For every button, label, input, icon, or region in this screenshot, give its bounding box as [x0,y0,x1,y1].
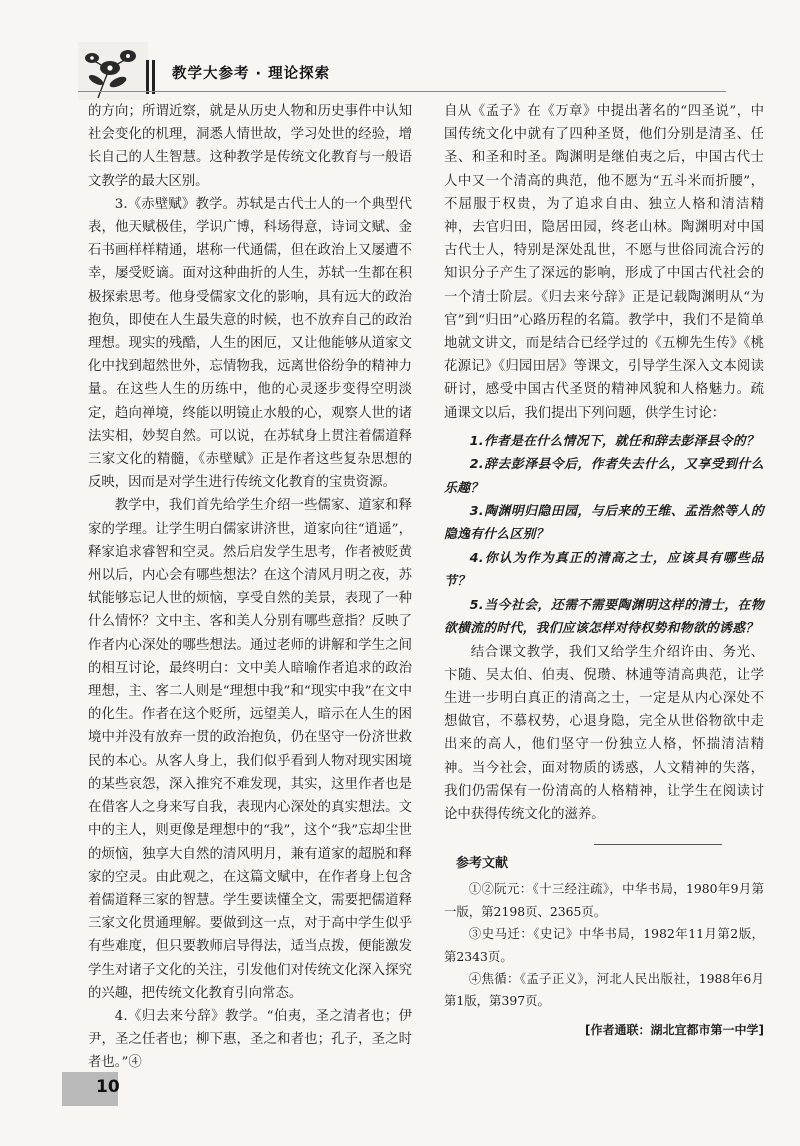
reference-item: ①②阮元：《十三经注疏》，中华书局，1980年9月第一版，第2198页、2365页。 [444,881,764,919]
section-header-title: 教学大参考 · 理论探索 [172,66,331,82]
paragraph-chibifu-teaching: 教学中，我们首先给学生介绍一些儒家、道家和释家的学理。让学生明白儒家讲济世，道家向往“逍遥”，释家追求睿智和空灵。然后启发学生思考，作者被贬黄州以后，内心会有哪些想法？在这个清风月明之夜，苏轼能够忘记人世的烦恼，享受自然的美景，表现了一种什么情怀？文中主、客和美人分别有哪些意指？反映了作者内心深处的哪些想法。通过老师的讲解和学生之间的相互讨论，最终明白：文中美人暗喻作者追求的政治理想，主、客二人则是“理想中我”和“现实中我”在文中的化生。作者在这个贬所，远望美人，暗示在人生的困境中并没有放弃一贯的政治抱负，仍在坚守一份济世救民的本心。从客人身上，我们似乎看到人物对现实困境的某些哀怨，深入推究不难发现，其实，这里作者也是在借客人之身来写自我，表现内心深处的真实想法。文中的主人，则更像是理想中的“我”，这个“我”忘却尘世的烦恼，独享大自然的清风明月，兼有道家的超脱和释家的空灵。由此观之，在这篇文赋中，在作者身上包含着儒道释三家的智慧。学生要读懂全文，需要把儒道释三家文化贯通理解。要做到这一点，对于高中学生似乎有些难度，但只要教师启导得法，适当点拨，便能激发学生对诸子文化的关注，引发他们对传统文化深入探究的兴趣，把传统文化教育引向常态。 [88,498,412,1001]
discussion-question: 2.辞去彭泽县令后，作者失去什么，又享受到什么乐趣？ [444,457,764,496]
left-column [88,100,412,1075]
discussion-question: 1.作者是在什么情况下，就任和辞去彭泽县令的？ [469,433,759,449]
header-bars-decoration [146,60,160,94]
paragraph-chibifu-intro: 3.《赤壁赋》教学。苏轼是古代士人的一个典型代表，他天赋极佳，学识广博，科场得意，诗词文赋、金石书画样样精通，堪称一代通儒，但在政治上又屡遭不幸，屡受贬谪。面对这种曲折的人生，苏轼一生都在积极探索思考。他身受儒家文化的影响，具有远大的政治抱负，即使在人生最失意的时候，也不放弃自己的政治理想。现实的残酷，人生的困厄，又让他能够从道家文化中找到超然世外，忘情物我，远离世俗纷争的精神力量。在这些人生的历练中，他的心灵逐步变得空明淡定，趋向禅境，终能以明镜止水般的心，观察人世的诸法实相，妙契自然。可以说，在苏轼身上贯注着儒道释三家文化的精髓，《赤壁赋》正是作者这些复杂思想的反映，因而是对学生进行传统文化教育的宝贵资源。 [88,196,412,491]
reference-item: ③史马迁：《史记》中华书局，1982年11月第2版，第2343页。 [444,926,764,964]
header-rule [78,91,726,92]
discussion-question: 5.当今社会，还需不需要陶渊明这样的清士，在物欲横流的时代，我们应该怎样对待权势和物欲的诱惑？ [444,597,764,637]
paragraph-guiqulaixici-start: 4.《归去来兮辞》教学。“伯夷，圣之清者也；伊尹，圣之任者也；柳下惠，圣之和者也；孔子，圣之时者也。”④ [88,1008,412,1071]
paragraph-method-continued: 的方向；所谓近察，就是从历史人物和历史事件中认知社会变化的机理，洞悉人情世故，学习处世的经验，增长自己的人生智慧。这种教学是传统文化教育与一般语文教学的最大区别。 [88,104,412,189]
right-column [444,100,764,1042]
paragraph-conclusion: 结合课文教学，我们又给学生介绍许由、务光、卞随、吴太伯、伯夷、倪瓒、林逋等清高典范，让学生进一步明白真正的清高之士，一定是从内心深处不想做官，不慕权势，心退身隐，完全从世俗物欲中走出来的高人，他们坚守一份独立人格，怀揣清洁精神。当今社会，面对物质的诱惑，人文精神的失落，我们仍需保有一份清高的人格精神，让学生在阅读讨论中获得传统文化的滋养。 [444,644,764,822]
page-number: 10 [96,1077,120,1097]
references-divider [594,844,722,845]
discussion-question: 3.陶渊明归隐田园，与后来的王维、孟浩然等人的隐逸有什么区别？ [444,504,764,543]
author-contact-note: [作者通联：湖北宜都市第一中学] [585,1022,764,1037]
reference-item: ④焦循：《孟子正义》，河北人民出版社，1988年6月第1版，第397页。 [444,970,764,1009]
discussion-question: 4.你认为作为真正的清高之士，应该具有哪些品节？ [444,550,764,590]
references-heading: 参考文献 [456,856,509,872]
paragraph-four-sages: 自从《孟子》在《万章》中提出著名的“四圣说”，中国传统文化中就有了四种圣贤，他们分别是清圣、任圣、和圣和时圣。陶渊明是继伯夷之后，中国古代士人中又一个清高的典范，他不愿为“五斗米而折腰”，不屈服于权贵，为了追求自由、独立人格和清洁精神，去官归田，隐居田园，终老山林。陶渊明对中国古代士人，特别是深处乱世，不愿与世俗同流合污的知识分子产生了深远的影响，形成了中国古代社会的一个清士阶层。《归去来兮辞》正是记载陶渊明从“为官”到“归田”心路历程的名篇。教学中，我们不是简单地就文讲文，而是结合已经学过的《五柳先生传》《桃花源记》《归园田居》等课文，引导学生深入文本阅读研讨，感受中国古代圣贤的精神风貌和人格魅力。疏通课文以后，我们提出下列问题，供学生讨论： [444,104,764,421]
